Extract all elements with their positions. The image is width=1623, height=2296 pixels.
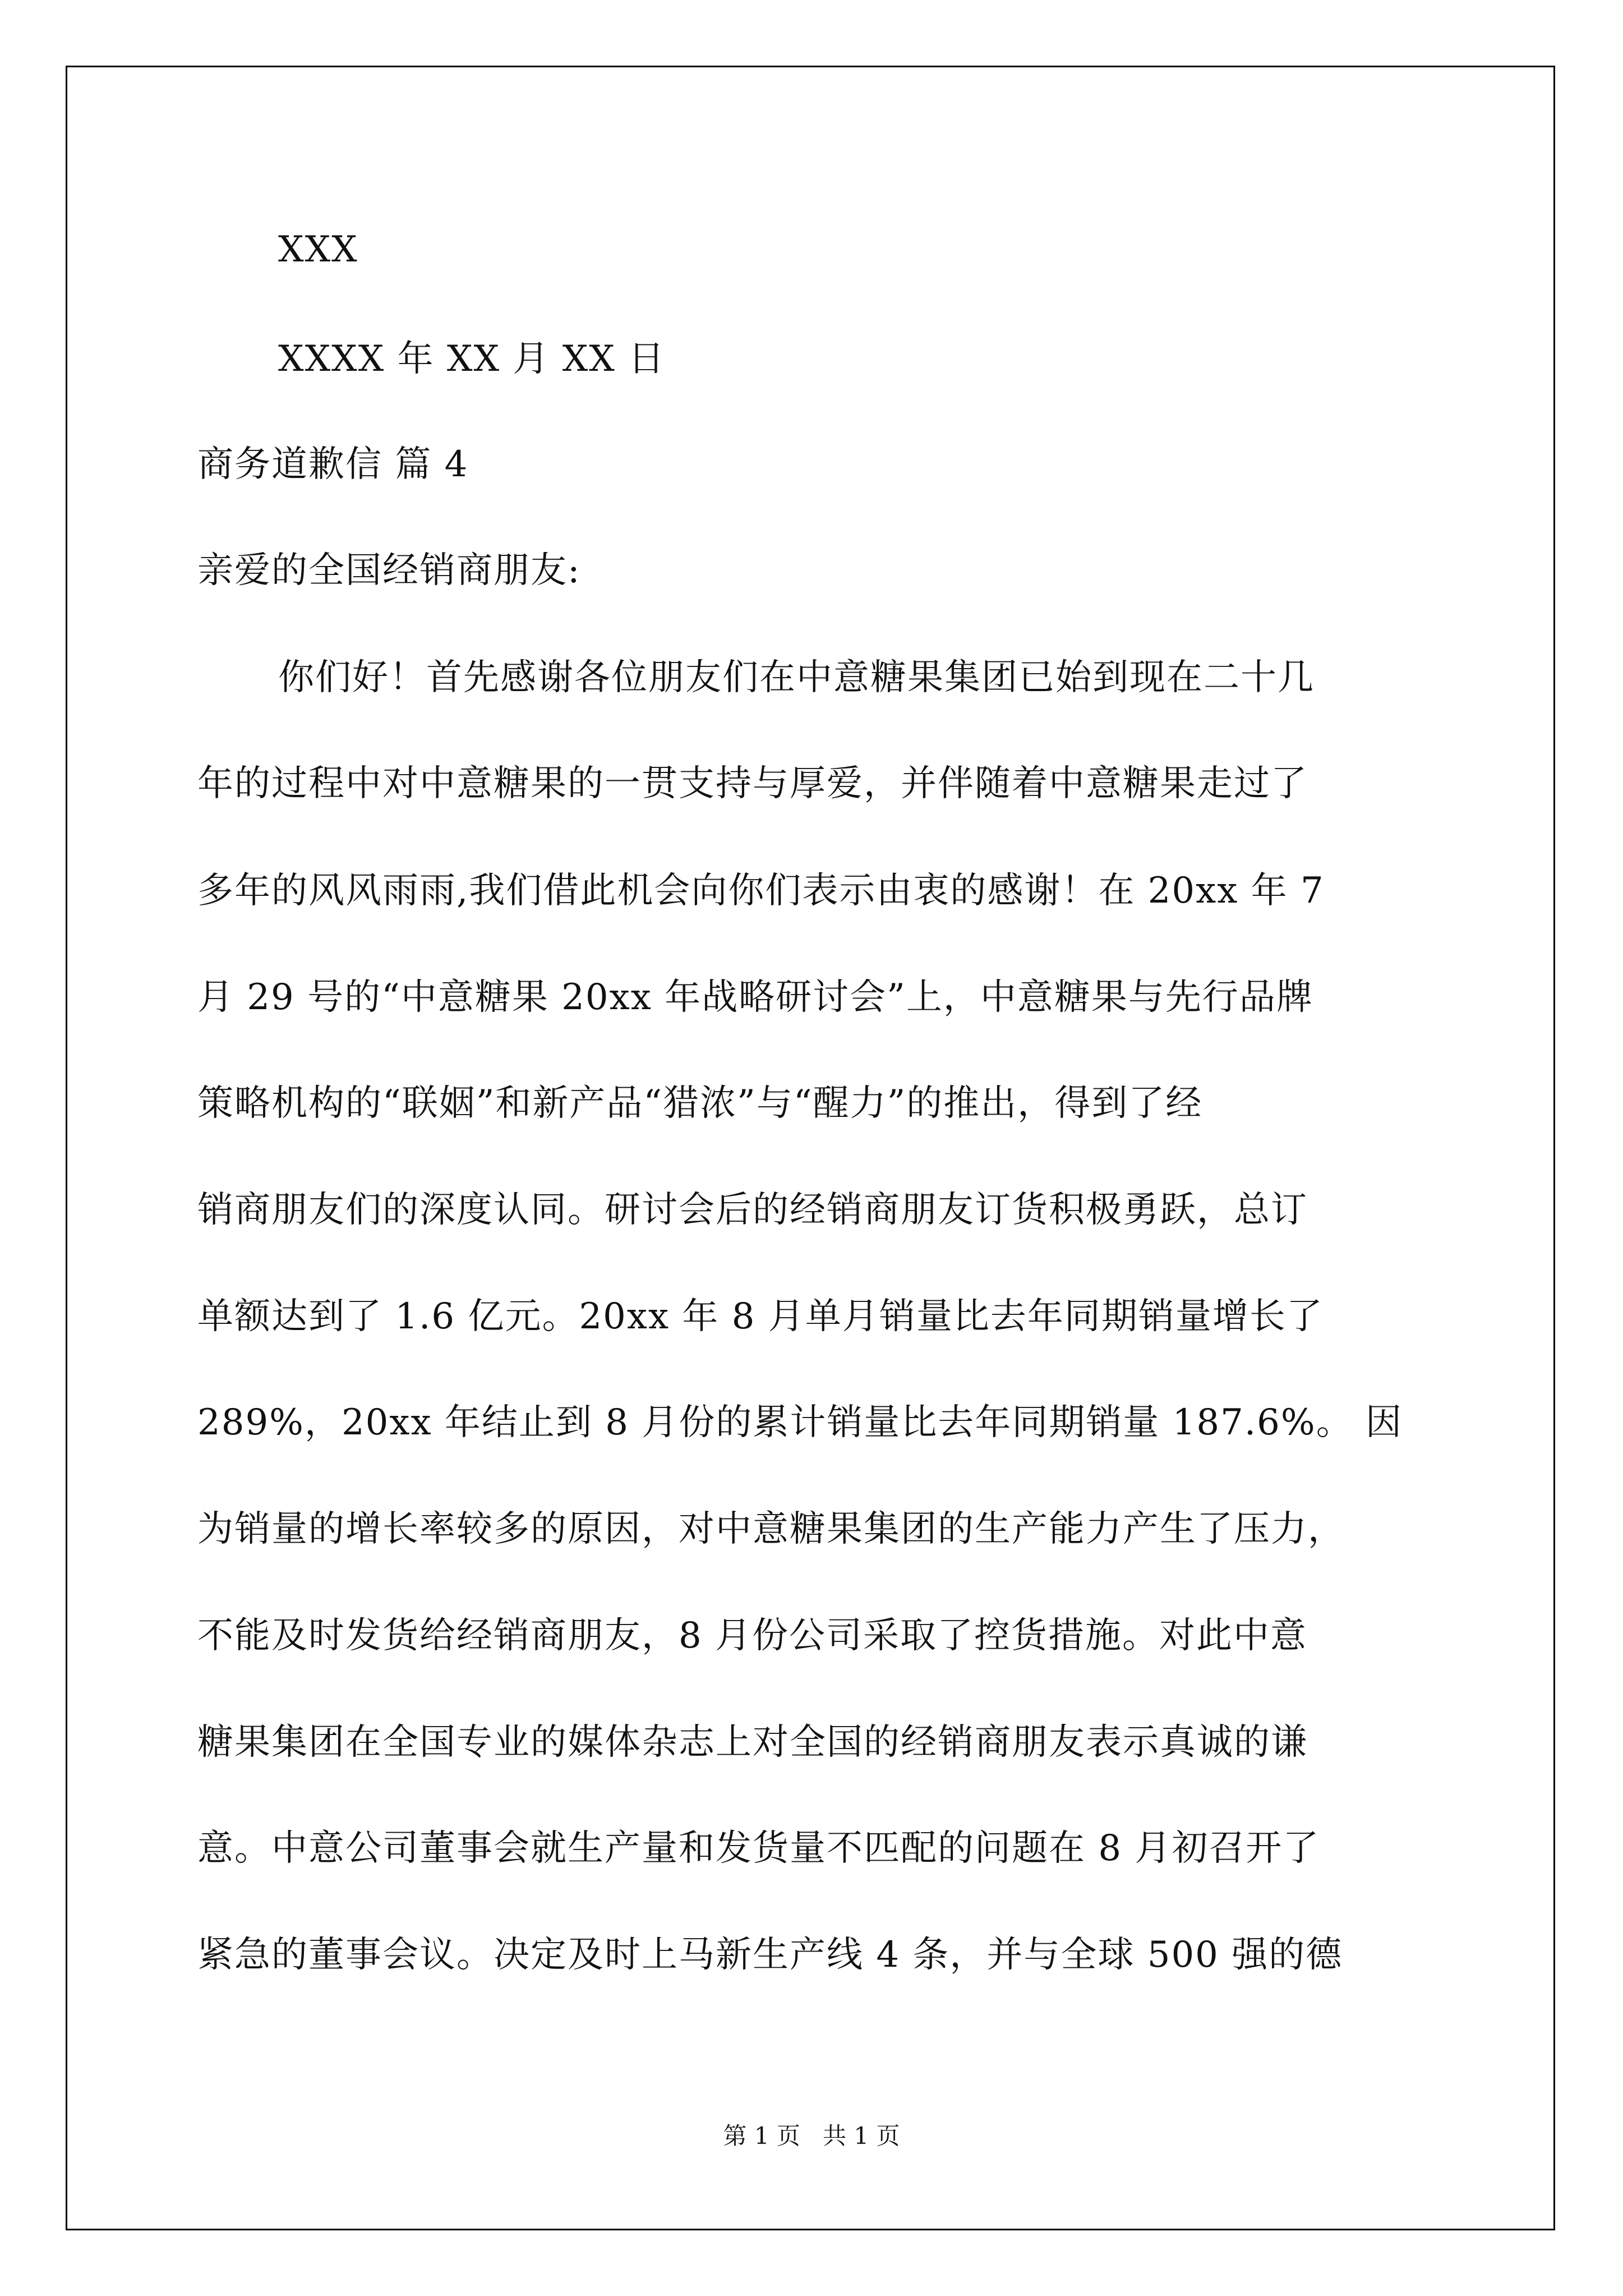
body-line: 你们好！首先感谢各位朋友们在中意糖果集团已始到现在二十几 bbox=[278, 657, 1315, 698]
body-line: 多年的风风雨雨,我们借此机会向你们表示由衷的感谢！在 20xx 年 7 bbox=[197, 870, 1325, 912]
body-line: 销商朋友们的深度认同。研讨会后的经销商朋友订货积极勇跃，总订 bbox=[197, 1189, 1308, 1231]
salutation: 亲爱的全国经销商朋友: bbox=[197, 550, 581, 591]
body-line: 紧急的董事会议。决定及时上马新生产线 4 条，并与全球 500 强的德 bbox=[197, 1934, 1343, 1976]
body-line: 年的过程中对中意糖果的一贯支持与厚爱，并伴随着中意糖果走过了 bbox=[197, 763, 1308, 804]
page-number-footer: 第 1 页 共 1 页 bbox=[723, 2122, 900, 2150]
signature-date: XXXX 年 XX 月 XX 日 bbox=[278, 338, 666, 380]
body-line: 289%，20xx 年结止到 8 月份的累计销量比去年同期销量 187.6%。 因 bbox=[197, 1402, 1403, 1443]
body-line: 月 29 号的“中意糖果 20xx 年战略研讨会”上，中意糖果与先行品牌 bbox=[197, 977, 1313, 1018]
section-title: 商务道歉信 篇 4 bbox=[197, 444, 469, 485]
signature-name: XXX bbox=[278, 229, 358, 270]
body-line: 不能及时发货给经销商朋友，8 月份公司采取了控货措施。对此中意 bbox=[197, 1615, 1308, 1657]
body-line: 为销量的增长率较多的原因，对中意糖果集团的生产能力产生了压力， bbox=[197, 1508, 1345, 1550]
body-line: 糖果集团在全国专业的媒体杂志上对全国的经销商朋友表示真诚的谦 bbox=[197, 1722, 1308, 1763]
body-line: 单额达到了 1.6 亿元。20xx 年 8 月单月销量比去年同期销量增长了 bbox=[197, 1296, 1324, 1337]
page-border bbox=[66, 66, 1555, 2230]
body-line: 意。中意公司董事会就生产量和发货量不匹配的问题在 8 月初召开了 bbox=[197, 1828, 1320, 1869]
body-line: 策略机构的“联姻”和新产品“猎浓”与“醒力”的推出，得到了经 bbox=[197, 1083, 1203, 1124]
